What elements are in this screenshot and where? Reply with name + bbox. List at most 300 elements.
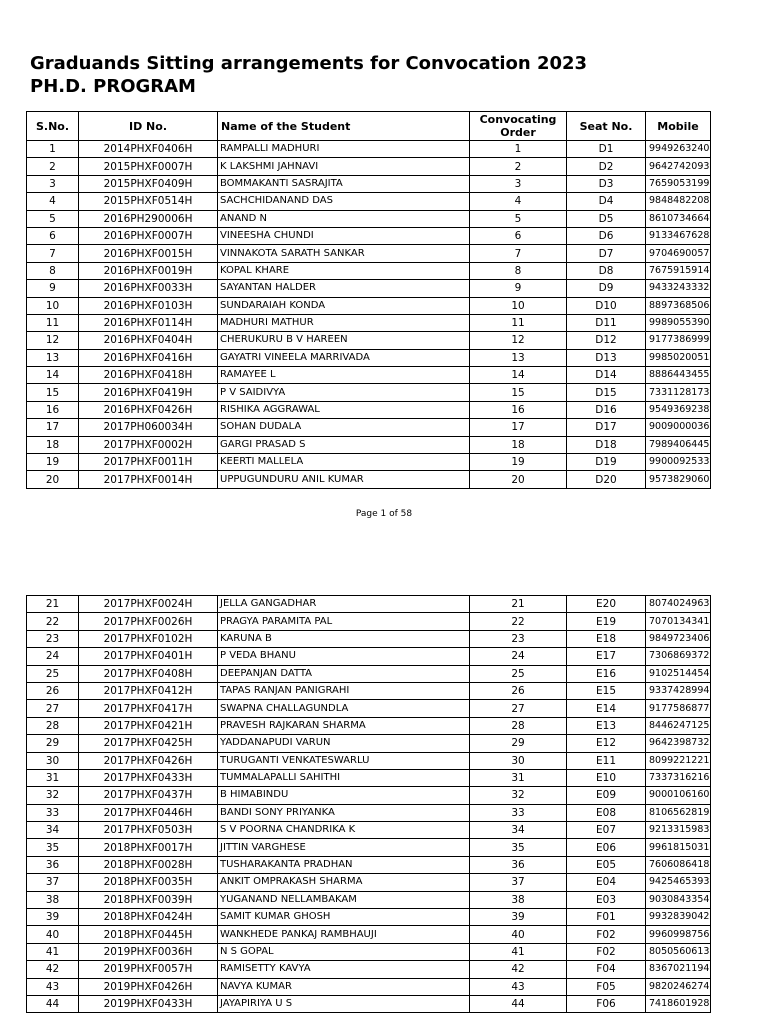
table-body-page-1 xyxy=(27,141,711,489)
cell-seat: E03 xyxy=(567,891,646,908)
cell-name: RAMPALLI MADHURI xyxy=(218,141,470,158)
cell-convocating-order: 29 xyxy=(470,735,567,752)
cell-convocating-order: 30 xyxy=(470,752,567,769)
cell-name: GARGI PRASAD S xyxy=(218,436,470,453)
cell-sno: 25 xyxy=(27,665,79,682)
cell-name: PRAGYA PARAMITA PAL xyxy=(218,613,470,630)
cell-mobile: 9549369238 xyxy=(646,401,711,418)
table-row xyxy=(27,822,711,839)
cell-mobile: 9177386999 xyxy=(646,332,711,349)
cell-name: SAYANTAN HALDER xyxy=(218,280,470,297)
table-row xyxy=(27,297,711,314)
cell-sno: 44 xyxy=(27,995,79,1012)
cell-name: RISHIKA AGGRAWAL xyxy=(218,401,470,418)
cell-seat: E09 xyxy=(567,787,646,804)
table-row xyxy=(27,471,711,488)
table-row xyxy=(27,943,711,960)
cell-convocating-order: 4 xyxy=(470,193,567,210)
cell-name: VINNAKOTA SARATH SANKAR xyxy=(218,245,470,262)
cell-name: TUSHARAKANTA PRADHAN xyxy=(218,856,470,873)
cell-mobile: 9425465393 xyxy=(646,874,711,891)
cell-mobile: 7675915914 xyxy=(646,262,711,279)
cell-mobile: 8099221221 xyxy=(646,752,711,769)
cell-name: B HIMABINDU xyxy=(218,787,470,804)
cell-sno: 8 xyxy=(27,262,79,279)
cell-seat: E18 xyxy=(567,630,646,647)
cell-convocating-order: 2 xyxy=(470,158,567,175)
cell-sno: 28 xyxy=(27,717,79,734)
cell-convocating-order: 5 xyxy=(470,210,567,227)
cell-name: TUMMALAPALLI SAHITHI xyxy=(218,769,470,786)
table-row xyxy=(27,596,711,613)
cell-seat: E04 xyxy=(567,874,646,891)
cell-seat: F06 xyxy=(567,995,646,1012)
cell-mobile: 8106562819 xyxy=(646,804,711,821)
cell-name: NAVYA KUMAR xyxy=(218,978,470,995)
cell-sno: 22 xyxy=(27,613,79,630)
cell-mobile: 9848482208 xyxy=(646,193,711,210)
cell-convocating-order: 42 xyxy=(470,961,567,978)
cell-seat: E12 xyxy=(567,735,646,752)
cell-id: 2017PHXF0417H xyxy=(79,700,218,717)
cell-convocating-order: 7 xyxy=(470,245,567,262)
cell-mobile: 7989406445 xyxy=(646,436,711,453)
cell-mobile: 9932839042 xyxy=(646,909,711,926)
header-sno: S.No. xyxy=(27,112,79,141)
header-name: Name of the Student xyxy=(218,112,470,141)
cell-mobile: 7070134341 xyxy=(646,613,711,630)
cell-name: ANAND N xyxy=(218,210,470,227)
cell-seat: D16 xyxy=(567,401,646,418)
cell-name: SAMIT KUMAR GHOSH xyxy=(218,909,470,926)
table-row xyxy=(27,401,711,418)
cell-sno: 21 xyxy=(27,596,79,613)
table-row xyxy=(27,262,711,279)
cell-seat: D1 xyxy=(567,141,646,158)
table-row xyxy=(27,700,711,717)
cell-id: 2018PHXF0017H xyxy=(79,839,218,856)
table-row xyxy=(27,978,711,995)
cell-mobile: 9961815031 xyxy=(646,839,711,856)
cell-mobile: 8050560613 xyxy=(646,943,711,960)
table-row xyxy=(27,787,711,804)
cell-convocating-order: 33 xyxy=(470,804,567,821)
cell-name: WANKHEDE PANKAJ RAMBHAUJI xyxy=(218,926,470,943)
cell-sno: 42 xyxy=(27,961,79,978)
cell-mobile: 7418601928 xyxy=(646,995,711,1012)
cell-seat: E06 xyxy=(567,839,646,856)
cell-sno: 16 xyxy=(27,401,79,418)
cell-mobile: 9704690057 xyxy=(646,245,711,262)
cell-seat: D13 xyxy=(567,349,646,366)
cell-convocating-order: 15 xyxy=(470,384,567,401)
cell-id: 2017PH060034H xyxy=(79,419,218,436)
cell-mobile: 9989055390 xyxy=(646,314,711,331)
cell-convocating-order: 20 xyxy=(470,471,567,488)
cell-id: 2016PHXF0033H xyxy=(79,280,218,297)
cell-seat: D10 xyxy=(567,297,646,314)
cell-convocating-order: 9 xyxy=(470,280,567,297)
cell-name: P V SAIDIVYA xyxy=(218,384,470,401)
table-row xyxy=(27,349,711,366)
cell-sno: 36 xyxy=(27,856,79,873)
table-row xyxy=(27,665,711,682)
cell-id: 2017PHXF0426H xyxy=(79,752,218,769)
cell-sno: 12 xyxy=(27,332,79,349)
table-row xyxy=(27,961,711,978)
cell-sno: 1 xyxy=(27,141,79,158)
cell-convocating-order: 11 xyxy=(470,314,567,331)
cell-convocating-order: 41 xyxy=(470,943,567,960)
cell-name: JELLA GANGADHAR xyxy=(218,596,470,613)
cell-mobile: 9133467628 xyxy=(646,227,711,244)
table-row xyxy=(27,630,711,647)
cell-convocating-order: 22 xyxy=(470,613,567,630)
cell-mobile: 9900092533 xyxy=(646,454,711,471)
header-seat: Seat No. xyxy=(567,112,646,141)
cell-sno: 35 xyxy=(27,839,79,856)
cell-mobile: 9433243332 xyxy=(646,280,711,297)
cell-name: SUNDARAIAH KONDA xyxy=(218,297,470,314)
cell-mobile: 9642398732 xyxy=(646,735,711,752)
cell-name: TAPAS RANJAN PANIGRAHI xyxy=(218,682,470,699)
cell-seat: D9 xyxy=(567,280,646,297)
cell-name: JAYAPIRIYA U S xyxy=(218,995,470,1012)
cell-mobile: 9030843354 xyxy=(646,891,711,908)
document-title: Graduands Sitting arrangements for Convocation 2023 xyxy=(30,53,588,74)
cell-name: VINEESHA CHUNDI xyxy=(218,227,470,244)
cell-name: UPPUGUNDURU ANIL KUMAR xyxy=(218,471,470,488)
cell-name: KARUNA B xyxy=(218,630,470,647)
cell-id: 2017PHXF0026H xyxy=(79,613,218,630)
cell-seat: E05 xyxy=(567,856,646,873)
cell-sno: 3 xyxy=(27,175,79,192)
table-row xyxy=(27,141,711,158)
cell-id: 2017PHXF0503H xyxy=(79,822,218,839)
cell-seat: E20 xyxy=(567,596,646,613)
table-row xyxy=(27,384,711,401)
cell-seat: E13 xyxy=(567,717,646,734)
cell-id: 2017PHXF0002H xyxy=(79,436,218,453)
cell-name: ANKIT OMPRAKASH SHARMA xyxy=(218,874,470,891)
cell-id: 2019PHXF0426H xyxy=(79,978,218,995)
cell-seat: E07 xyxy=(567,822,646,839)
cell-sno: 43 xyxy=(27,978,79,995)
cell-id: 2019PHXF0036H xyxy=(79,943,218,960)
cell-sno: 5 xyxy=(27,210,79,227)
cell-name: YUGANAND NELLAMBAKAM xyxy=(218,891,470,908)
cell-mobile: 7306869372 xyxy=(646,648,711,665)
cell-id: 2018PHXF0445H xyxy=(79,926,218,943)
cell-sno: 19 xyxy=(27,454,79,471)
cell-convocating-order: 3 xyxy=(470,175,567,192)
cell-convocating-order: 25 xyxy=(470,665,567,682)
header-id: ID No. xyxy=(79,112,218,141)
cell-convocating-order: 39 xyxy=(470,909,567,926)
cell-seat: D18 xyxy=(567,436,646,453)
cell-sno: 24 xyxy=(27,648,79,665)
cell-sno: 40 xyxy=(27,926,79,943)
table-row xyxy=(27,769,711,786)
cell-convocating-order: 40 xyxy=(470,926,567,943)
cell-mobile: 8074024963 xyxy=(646,596,711,613)
cell-seat: D11 xyxy=(567,314,646,331)
cell-id: 2017PHXF0024H xyxy=(79,596,218,613)
cell-name: YADDANAPUDI VARUN xyxy=(218,735,470,752)
cell-name: CHERUKURU B V HAREEN xyxy=(218,332,470,349)
cell-id: 2017PHXF0011H xyxy=(79,454,218,471)
table-row xyxy=(27,227,711,244)
cell-seat: D17 xyxy=(567,419,646,436)
cell-id: 2016PHXF0426H xyxy=(79,401,218,418)
cell-id: 2016PH290006H xyxy=(79,210,218,227)
table-row xyxy=(27,682,711,699)
cell-id: 2015PHXF0514H xyxy=(79,193,218,210)
cell-id: 2017PHXF0412H xyxy=(79,682,218,699)
table-row xyxy=(27,839,711,856)
cell-mobile: 9177586877 xyxy=(646,700,711,717)
cell-mobile: 8610734664 xyxy=(646,210,711,227)
table-row xyxy=(27,891,711,908)
cell-id: 2017PHXF0401H xyxy=(79,648,218,665)
cell-name: JITTIN VARGHESE xyxy=(218,839,470,856)
cell-seat: E08 xyxy=(567,804,646,821)
cell-seat: F01 xyxy=(567,909,646,926)
cell-convocating-order: 14 xyxy=(470,367,567,384)
table-row xyxy=(27,735,711,752)
cell-convocating-order: 17 xyxy=(470,419,567,436)
cell-seat: D7 xyxy=(567,245,646,262)
cell-id: 2016PHXF0418H xyxy=(79,367,218,384)
cell-sno: 23 xyxy=(27,630,79,647)
cell-sno: 27 xyxy=(27,700,79,717)
cell-convocating-order: 12 xyxy=(470,332,567,349)
program-subtitle: PH.D. PROGRAM xyxy=(30,76,196,97)
cell-seat: D19 xyxy=(567,454,646,471)
cell-mobile: 9820246274 xyxy=(646,978,711,995)
table-row xyxy=(27,454,711,471)
table-row xyxy=(27,419,711,436)
cell-sno: 32 xyxy=(27,787,79,804)
cell-mobile: 8886443455 xyxy=(646,367,711,384)
cell-id: 2017PHXF0014H xyxy=(79,471,218,488)
cell-sno: 4 xyxy=(27,193,79,210)
cell-name: SOHAN DUDALA xyxy=(218,419,470,436)
cell-id: 2016PHXF0019H xyxy=(79,262,218,279)
cell-id: 2017PHXF0433H xyxy=(79,769,218,786)
cell-name: PRAVESH RAJKARAN SHARMA xyxy=(218,717,470,734)
cell-name: N S GOPAL xyxy=(218,943,470,960)
cell-name: TURUGANTI VENKATESWARLU xyxy=(218,752,470,769)
table-row xyxy=(27,314,711,331)
cell-name: RAMAYEE L xyxy=(218,367,470,384)
table-row xyxy=(27,158,711,175)
cell-convocating-order: 44 xyxy=(470,995,567,1012)
cell-seat: D20 xyxy=(567,471,646,488)
table-row xyxy=(27,175,711,192)
table-row xyxy=(27,193,711,210)
cell-sno: 30 xyxy=(27,752,79,769)
cell-id: 2017PHXF0408H xyxy=(79,665,218,682)
cell-id: 2018PHXF0028H xyxy=(79,856,218,873)
cell-convocating-order: 19 xyxy=(470,454,567,471)
cell-mobile: 9000106160 xyxy=(646,787,711,804)
cell-seat: E11 xyxy=(567,752,646,769)
cell-mobile: 9337428994 xyxy=(646,682,711,699)
cell-seat: D6 xyxy=(567,227,646,244)
cell-name: KOPAL KHARE xyxy=(218,262,470,279)
cell-id: 2017PHXF0102H xyxy=(79,630,218,647)
table-row xyxy=(27,856,711,873)
cell-convocating-order: 37 xyxy=(470,874,567,891)
cell-seat: D5 xyxy=(567,210,646,227)
cell-name: GAYATRI VINEELA MARRIVADA xyxy=(218,349,470,366)
cell-id: 2017PHXF0446H xyxy=(79,804,218,821)
cell-id: 2017PHXF0425H xyxy=(79,735,218,752)
table-header-row xyxy=(27,112,711,141)
cell-id: 2015PHXF0007H xyxy=(79,158,218,175)
cell-seat: D2 xyxy=(567,158,646,175)
page-number: Page 1 of 58 xyxy=(355,509,413,519)
cell-sno: 15 xyxy=(27,384,79,401)
cell-mobile: 9960998756 xyxy=(646,926,711,943)
cell-convocating-order: 34 xyxy=(470,822,567,839)
header-convocating-order: Convocating Order xyxy=(470,112,567,141)
header-mobile: Mobile xyxy=(646,112,711,141)
table-row xyxy=(27,332,711,349)
table-row xyxy=(27,804,711,821)
cell-name: DEEPANJAN DATTA xyxy=(218,665,470,682)
table-row xyxy=(27,995,711,1012)
cell-name: SACHCHIDANAND DAS xyxy=(218,193,470,210)
cell-mobile: 9849723406 xyxy=(646,630,711,647)
cell-sno: 26 xyxy=(27,682,79,699)
cell-sno: 33 xyxy=(27,804,79,821)
cell-seat: E10 xyxy=(567,769,646,786)
cell-id: 2014PHXF0406H xyxy=(79,141,218,158)
cell-convocating-order: 35 xyxy=(470,839,567,856)
cell-id: 2016PHXF0416H xyxy=(79,349,218,366)
cell-convocating-order: 43 xyxy=(470,978,567,995)
cell-mobile: 7659053199 xyxy=(646,175,711,192)
cell-id: 2018PHXF0424H xyxy=(79,909,218,926)
cell-sno: 39 xyxy=(27,909,79,926)
cell-sno: 29 xyxy=(27,735,79,752)
cell-name: P VEDA BHANU xyxy=(218,648,470,665)
table-row xyxy=(27,367,711,384)
cell-seat: E14 xyxy=(567,700,646,717)
cell-id: 2015PHXF0409H xyxy=(79,175,218,192)
cell-name: K LAKSHMI JAHNAVI xyxy=(218,158,470,175)
cell-sno: 34 xyxy=(27,822,79,839)
table-row xyxy=(27,909,711,926)
cell-seat: F05 xyxy=(567,978,646,995)
cell-name: MADHURI MATHUR xyxy=(218,314,470,331)
cell-seat: D8 xyxy=(567,262,646,279)
cell-convocating-order: 27 xyxy=(470,700,567,717)
cell-mobile: 9102514454 xyxy=(646,665,711,682)
cell-mobile: 7606086418 xyxy=(646,856,711,873)
cell-convocating-order: 31 xyxy=(470,769,567,786)
cell-seat: E15 xyxy=(567,682,646,699)
cell-sno: 10 xyxy=(27,297,79,314)
cell-id: 2018PHXF0035H xyxy=(79,874,218,891)
table-row xyxy=(27,648,711,665)
cell-id: 2018PHXF0039H xyxy=(79,891,218,908)
cell-id: 2016PHXF0103H xyxy=(79,297,218,314)
cell-convocating-order: 1 xyxy=(470,141,567,158)
cell-sno: 18 xyxy=(27,436,79,453)
table-row xyxy=(27,280,711,297)
cell-mobile: 7331128173 xyxy=(646,384,711,401)
cell-convocating-order: 36 xyxy=(470,856,567,873)
cell-mobile: 9213315983 xyxy=(646,822,711,839)
cell-id: 2016PHXF0404H xyxy=(79,332,218,349)
cell-seat: D12 xyxy=(567,332,646,349)
cell-seat: F04 xyxy=(567,961,646,978)
cell-sno: 9 xyxy=(27,280,79,297)
seating-table-page-2 xyxy=(26,595,711,1013)
cell-convocating-order: 24 xyxy=(470,648,567,665)
cell-sno: 11 xyxy=(27,314,79,331)
cell-id: 2017PHXF0437H xyxy=(79,787,218,804)
cell-seat: F02 xyxy=(567,926,646,943)
cell-convocating-order: 13 xyxy=(470,349,567,366)
cell-id: 2017PHXF0421H xyxy=(79,717,218,734)
cell-id: 2019PHXF0057H xyxy=(79,961,218,978)
cell-convocating-order: 18 xyxy=(470,436,567,453)
cell-seat: E19 xyxy=(567,613,646,630)
cell-sno: 6 xyxy=(27,227,79,244)
cell-convocating-order: 16 xyxy=(470,401,567,418)
table-body-page-2 xyxy=(27,596,711,1013)
cell-convocating-order: 8 xyxy=(470,262,567,279)
cell-sno: 38 xyxy=(27,891,79,908)
cell-name: KEERTI MALLELA xyxy=(218,454,470,471)
table-row xyxy=(27,245,711,262)
cell-id: 2016PHXF0419H xyxy=(79,384,218,401)
cell-seat: D15 xyxy=(567,384,646,401)
cell-mobile: 9642742093 xyxy=(646,158,711,175)
cell-convocating-order: 6 xyxy=(470,227,567,244)
cell-id: 2016PHXF0007H xyxy=(79,227,218,244)
table-row xyxy=(27,210,711,227)
cell-mobile: 8446247125 xyxy=(646,717,711,734)
seating-table-page-1 xyxy=(26,111,711,489)
cell-convocating-order: 28 xyxy=(470,717,567,734)
cell-seat: F02 xyxy=(567,943,646,960)
cell-mobile: 7337316216 xyxy=(646,769,711,786)
table-row xyxy=(27,613,711,630)
table-row xyxy=(27,752,711,769)
cell-name: RAMISETTY KAVYA xyxy=(218,961,470,978)
cell-mobile: 9985020051 xyxy=(646,349,711,366)
table-row xyxy=(27,717,711,734)
cell-seat: E16 xyxy=(567,665,646,682)
cell-sno: 41 xyxy=(27,943,79,960)
cell-seat: D14 xyxy=(567,367,646,384)
cell-seat: D4 xyxy=(567,193,646,210)
cell-convocating-order: 38 xyxy=(470,891,567,908)
cell-convocating-order: 23 xyxy=(470,630,567,647)
cell-convocating-order: 32 xyxy=(470,787,567,804)
cell-id: 2016PHXF0015H xyxy=(79,245,218,262)
cell-sno: 7 xyxy=(27,245,79,262)
cell-sno: 37 xyxy=(27,874,79,891)
table-row xyxy=(27,926,711,943)
cell-mobile: 9949263240 xyxy=(646,141,711,158)
cell-sno: 31 xyxy=(27,769,79,786)
